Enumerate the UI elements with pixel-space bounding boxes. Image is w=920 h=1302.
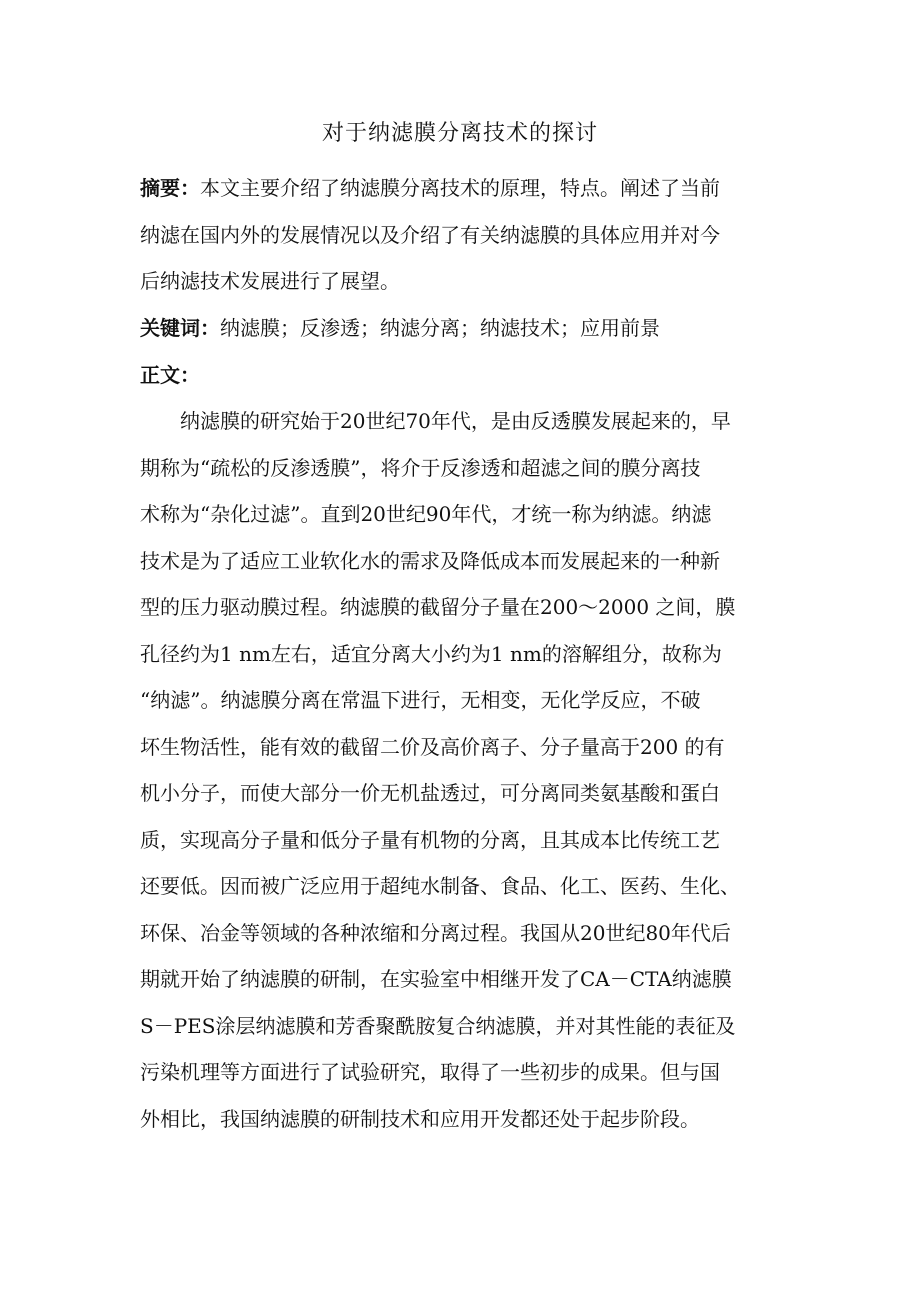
body-line: 孔径约为1 nm左右，适宜分离大小约为1 nm的溶解组分，故称为 — [140, 641, 722, 666]
body-line: 外相比，我国纳滤膜的研制技术和应用开发都还处于起步阶段。 — [140, 1106, 700, 1131]
body-label: 正文： — [140, 363, 200, 387]
body-line: “纳滤”。纳滤膜分离在常温下进行，无相变，无化学反应，不破 — [140, 688, 701, 712]
body-line: 技术是为了适应工业软化水的需求及降低成本而发展起来的一种新 — [140, 548, 720, 573]
abstract-text: 本文主要介绍了纳滤膜分离技术的原理，特点。阐述了当前 — [200, 176, 720, 200]
body-line: S－PES涂层纳滤膜和芳香聚酰胺复合纳滤膜，并对其性能的表征及 — [140, 1013, 736, 1038]
document-title: 对于纳滤膜分离技术的探讨 — [321, 121, 598, 146]
body-line: 期就开始了纳滤膜的研制，在实验室中相继开发了CA－CTA纳滤膜 — [140, 967, 732, 991]
abstract-label: 摘要： — [140, 176, 200, 200]
keywords-label: 关键词： — [140, 316, 220, 340]
keywords-section — [140, 305, 780, 352]
body-line: 污染机理等方面进行了试验研究，取得了一些初步的成果。但与国 — [140, 1060, 720, 1084]
abstract-line-1 — [140, 165, 780, 212]
body-text-section — [140, 398, 780, 1142]
body-line: 还要低。因而被广泛应用于超纯水制备、食品、化工、医药、生化、 — [140, 874, 740, 898]
keywords-line — [140, 305, 780, 352]
body-line: 纳滤膜的研究始于20世纪70年代，是由反透膜发展起来的，早 — [140, 409, 731, 433]
keywords-text: 纳滤膜；反渗透；纳滤分离；纳滤技术；应用前景 — [220, 316, 660, 340]
body-line: 坏生物活性，能有效的截留二价及高价离子、分子量高于200 的有 — [140, 734, 725, 759]
body-line: 术称为“杂化过滤”。直到20世纪90年代，才统一称为纳滤。纳滤 — [140, 502, 712, 526]
body-line: 机小分子，而使大部分一价无机盐透过，可分离同类氨基酸和蛋白 — [140, 781, 720, 805]
body-line: 型的压力驱动膜过程。纳滤膜的截留分子量在200～2000 之间，膜 — [140, 595, 736, 619]
body-line: 环保、冶金等领域的各种浓缩和分离过程。我国从20世纪80年代后 — [140, 920, 731, 945]
abstract-line-2: 纳滤在国内外的发展情况以及介绍了有关纳滤膜的具体应用并对今 — [140, 222, 720, 247]
body-heading-section — [140, 352, 780, 399]
body-line: 期称为“疏松的反渗透膜”，将介于反渗透和超滤之间的膜分离技 — [140, 455, 701, 480]
abstract-line-3: 后纳滤技术发展进行了展望。 — [140, 269, 400, 293]
body-line: 质，实现高分子量和低分子量有机物的分离，且其成本比传统工艺 — [140, 827, 720, 852]
abstract-section — [140, 165, 780, 305]
